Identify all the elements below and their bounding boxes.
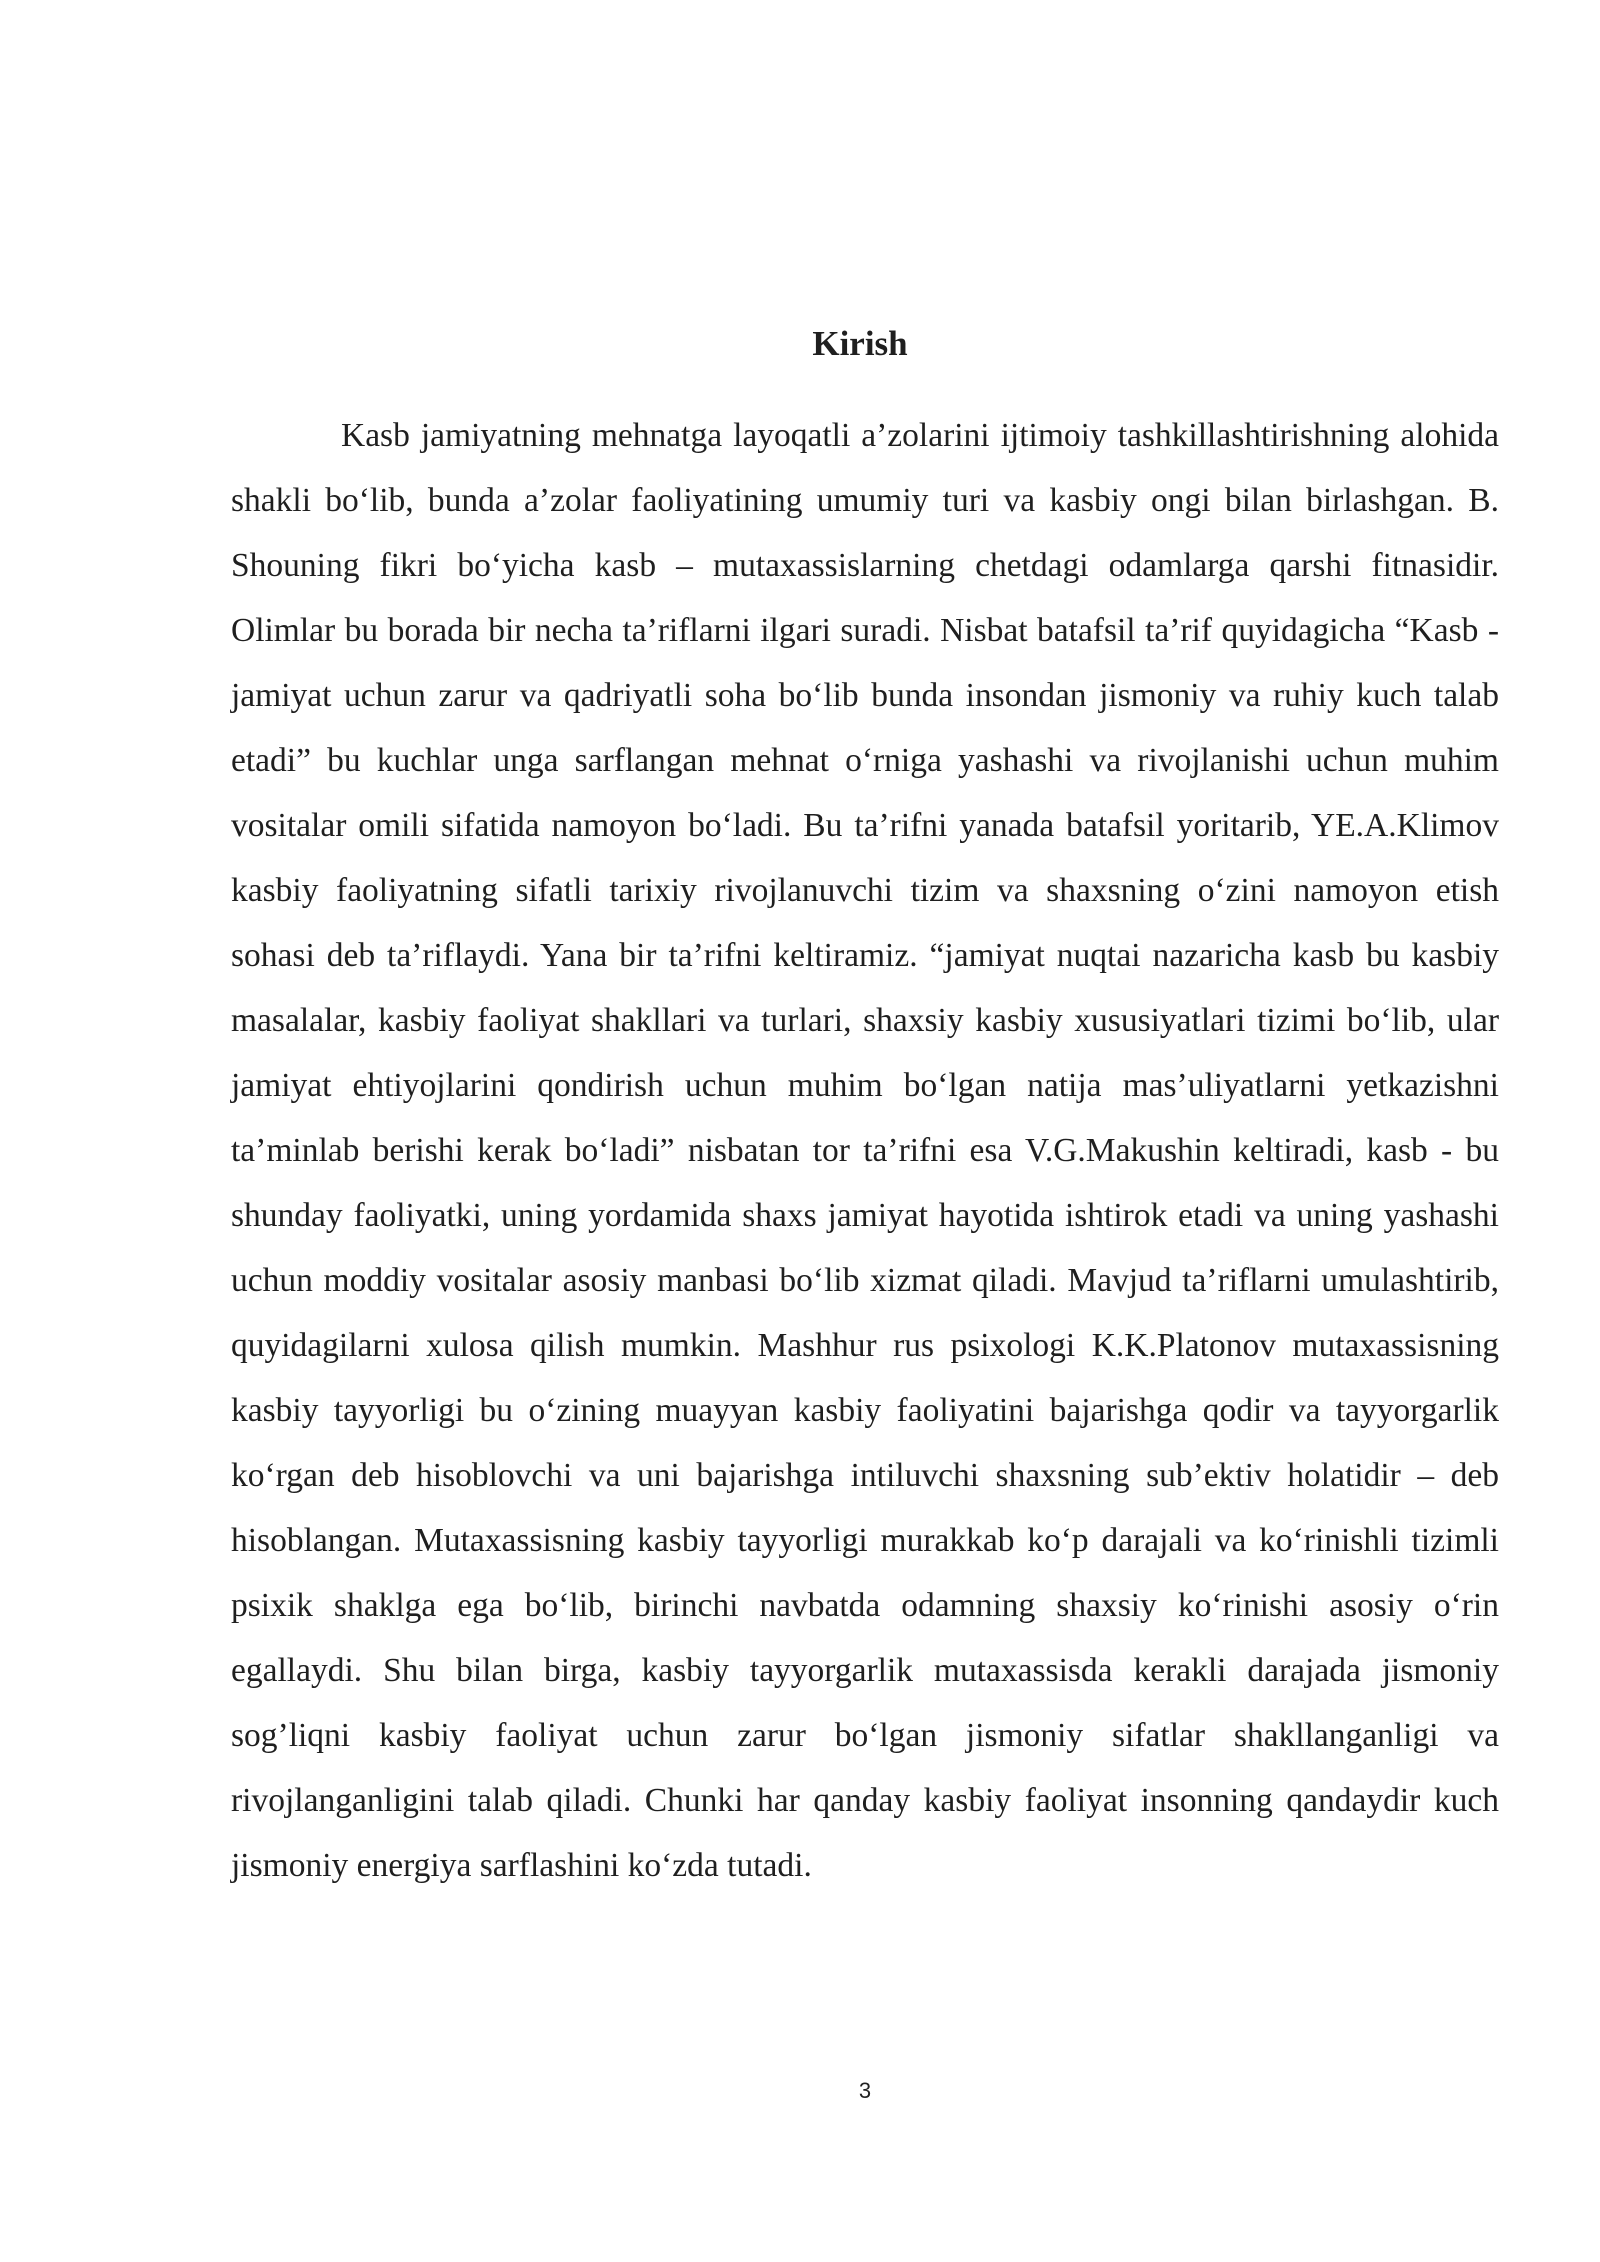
page-number: 3 xyxy=(858,2078,872,2103)
page-title: Kirish xyxy=(812,324,908,363)
body-paragraph: Kasb jamiyatning mehnatga layoqatli a’zolarini ijtimoiy tashkillashtirishning alohida shakli bo‘lib, bunda a’zolar faoliyatining umumiy turi va kasbiy ongi bilan birlashgan. B. Shouning fikri bo‘yicha kasb – mutaxassislarning chetdagi odamlarga qarshi fitnasidir. Olimlar bu borada bir necha ta’riflarni ilgari suradi. Nisbat batafsil ta’rif quyidagicha “Kasb - jamiyat uchun zarur va qadriyatli soha bo‘lib bunda insondan jismoniy va ruhiy kuch talab etadi” bu kuchlar unga sarflangan mehnat o‘rniga yashashi va rivojlanishi uchun muhim vositalar omili sifatida namoyon bo‘ladi. Bu ta’rifni yanada batafsil yoritarib, YE.A.Klimov kasbiy faoliyatning sifatli tarixiy rivojlanuvchi tizim va shaxsning o‘zini namoyon etish sohasi deb ta’riflaydi. Yana bir ta’rifni keltiramiz. “jamiyat nuqtai nazaricha kasb bu kasbiy masalalar, kasbiy faoliyat shakllari va turlari, shaxsiy kasbiy xususiyatlari tizimi bo‘lib, ular jamiyat ehtiyojlarini qondirish uchun muhim bo‘lgan natija mas’uliyatlarni yetkazishni ta’minlab berishi kerak bo‘ladi” nisbatan tor ta’rifni esa V.G.Makushin keltiradi, kasb - bu shunday faoliyatki, uning yordamida shaxs jamiyat hayotida ishtirok etadi va uning yashashi uchun moddiy vositalar asosiy manbasi bo‘lib xizmat qiladi. Mavjud ta’riflarni umulashtirib, quyidagilarni xulosa qilish mumkin. Mashhur rus psixologi K.K.Platonov mutaxassisning kasbiy tayyorligi bu o‘zining muayyan kasbiy faoliyatini bajarishga qodir va tayyorgarlik ko‘rgan deb hisoblovchi va uni bajarishga intiluvchi shaxsning sub’ektiv holatidir – deb hisoblangan. Mutaxassisning kasbiy tayyorligi murakkab ko‘p darajali va ko‘rinishli tizimli psixik shaklga ega bo‘lib, birinchi navbatda odamning shaxsiy ko‘rinishi asosiy o‘rin egallaydi. Shu bilan birga, kasbiy tayyorgarlik mutaxassisda kerakli darajada jismoniy sog’liqni kasbiy faoliyat uchun zarur bo‘lgan jismoniy sifatlar shakllanganligi va rivojlanganligini talab qiladi. Chunki har qanday kasbiy faoliyat insonning qandaydir kuch jismoniy energiya sarflashini ko‘zda tutadi. xyxy=(231,417,1499,1884)
